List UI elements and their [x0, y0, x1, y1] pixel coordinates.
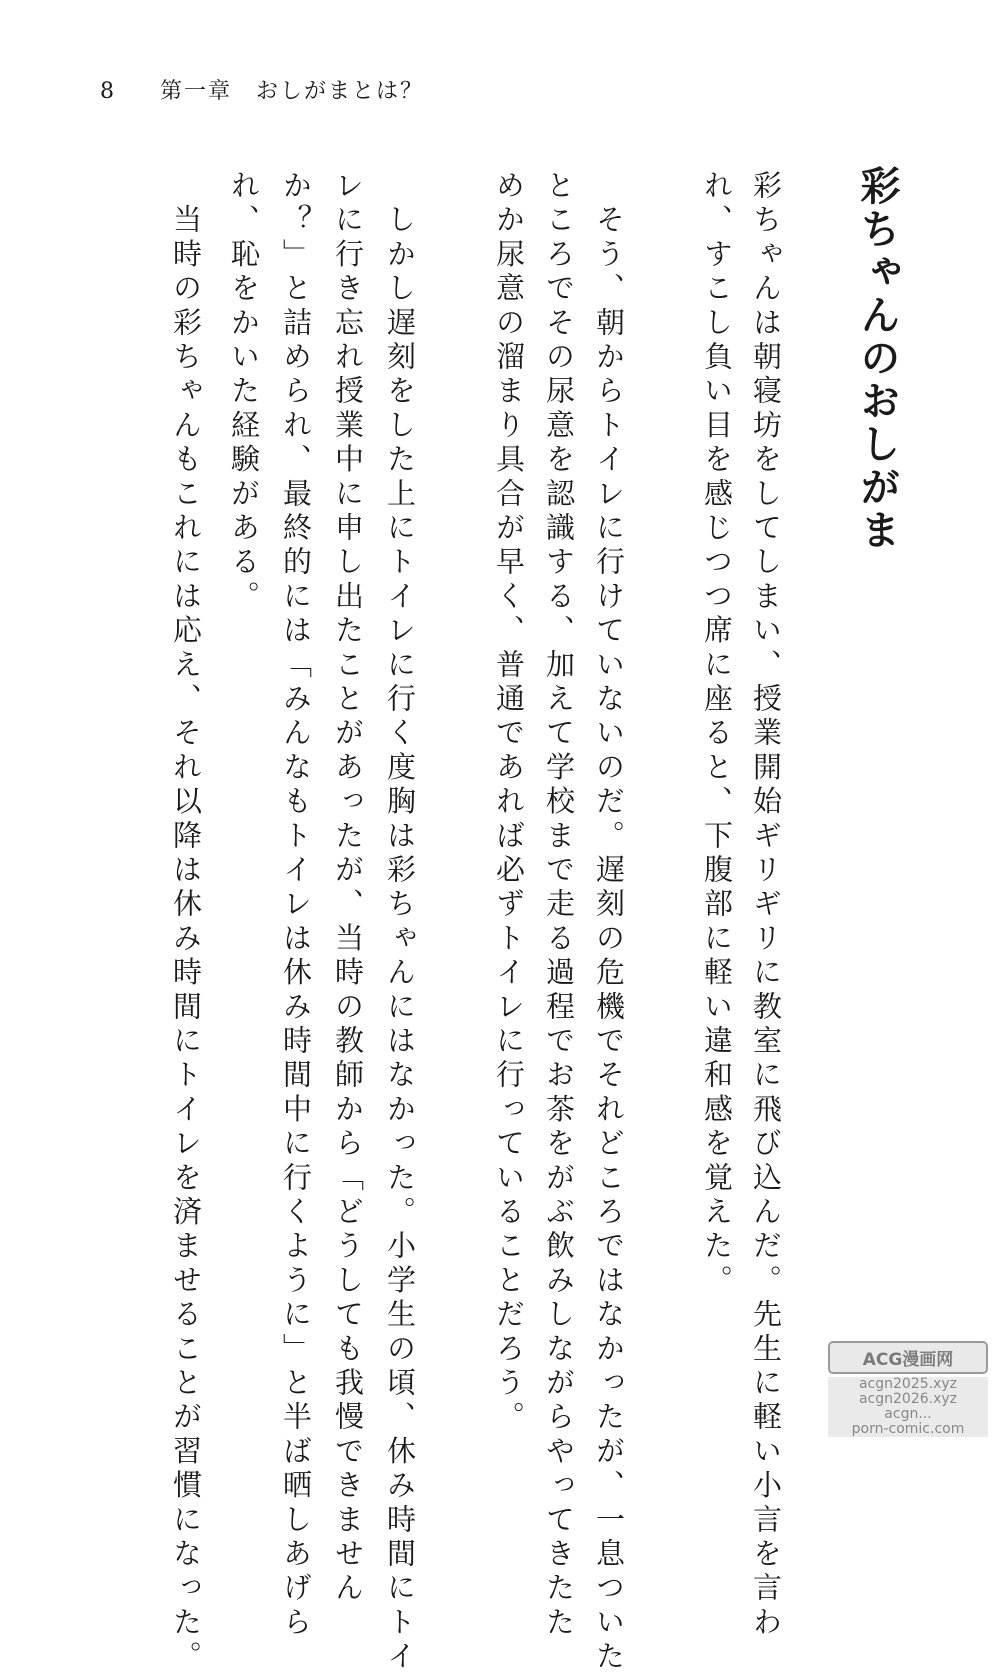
watermark-url: acgn...	[828, 1407, 988, 1422]
watermark	[828, 1341, 988, 1437]
watermark-url: acgn2025.xyz	[828, 1377, 988, 1392]
body-line: ところでその尿意を認識する、加えて学校まで走る過程でお茶をがぶ飲みしながらやってきたた	[542, 170, 576, 1641]
running-head	[100, 74, 424, 105]
watermark-url: acgn2026.xyz	[828, 1392, 988, 1407]
body-line: れ、すこし負い目を感じつつ席に座ると、下腹部に軽い違和感を覚えた。	[700, 170, 734, 1299]
body-line: 当時の彩ちゃんもこれには応え、それ以降は休み時間にトイレを済ませることが習慣になった。	[169, 170, 203, 1675]
body-line: めか尿意の溜まり具合が早く、普通であれば必ずトイレに行っていることだろう。	[492, 170, 526, 1436]
page-number: 8	[100, 79, 116, 104]
body-line: レに行き忘れ授業中に申し出たことがあったが、当時の教師から「どうしても我慢できません	[331, 170, 365, 1607]
watermark-site-name: ACG漫画网	[828, 1341, 988, 1374]
section-heading: 彩ちゃんのおしがま	[854, 165, 900, 552]
body-line: しかし遅刻をした上にトイレに行く度胸は彩ちゃんにはなかった。小学生の頃、休み時間にトイ	[383, 170, 417, 1675]
body-line: 彩ちゃんは朝寝坊をしてしまい、授業開始ギリギリに教室に飛び込んだ。先生に軽い小言を言わ	[749, 170, 783, 1641]
body-line: そう、朝からトイレに行けていないのだ。遅刻の危機でそれどころではなかったが、一息ついた	[592, 170, 626, 1675]
chapter-title: 第一章 おしがまとは？	[160, 79, 425, 104]
watermark-url: porn-comic.com	[828, 1422, 988, 1437]
body-line: れ、恥をかいた経験がある。	[227, 170, 261, 615]
body-line: か？」と詰められ、最終的には「みんなもトイレは休み時間中に行くように」と半ば晒しあげら	[279, 170, 313, 1641]
